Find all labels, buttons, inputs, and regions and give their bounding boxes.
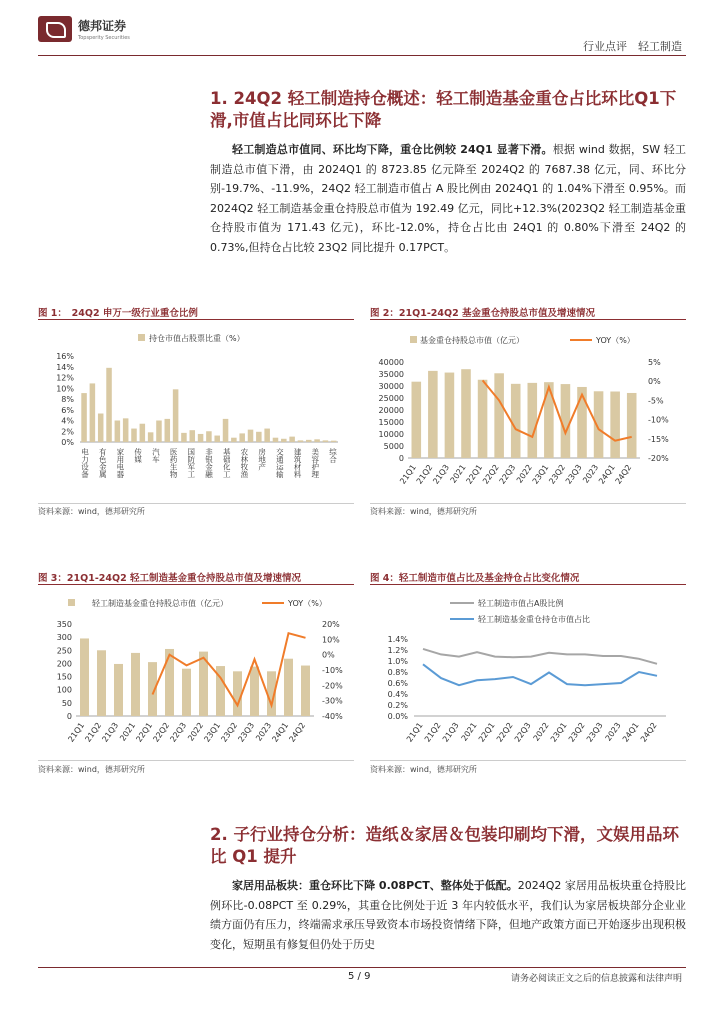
fig4-x-label: 22Q3 (512, 720, 533, 744)
fig1-bar (256, 432, 262, 442)
fig3-y2-tick: -20% (322, 681, 343, 691)
fig4-x-label: 24Q1 (620, 720, 641, 744)
fig3-source: 资料来源：wind，德邦研究所 (38, 765, 145, 774)
fig1-bar (289, 437, 295, 442)
fig1-bar (148, 432, 154, 442)
fig4-x-label: 23Q3 (584, 720, 605, 744)
fig3-y-tick: 50 (61, 698, 72, 708)
fig4-x-label: 24Q2 (638, 720, 659, 744)
fig3-y2-tick: 10% (322, 635, 340, 645)
fig1-category-label: 汽车 (151, 448, 161, 463)
fig1-bar (173, 389, 179, 442)
fig3-y2-tick: 0% (322, 650, 335, 660)
fig3-y2-tick: -30% (322, 696, 343, 706)
fig3-bar (97, 650, 106, 716)
section-1-body: 根据 wind 数据，SW 轻工制造总市值下滑，由 2024Q1 的 8723.85 亿元降至 2024Q2 的 7687.38 亿元，同、环比分别-19.7%、-11.9%，24Q2 轻工制造市值占 A 股比例由 2024Q1 的 1.04%下滑至 0.95%。而 2024Q2 轻工制造基金重仓持股总市值为 192.49 亿元，同比+12.3%(2023Q2 轻工制造基金重仓持股市值为 171.43 亿元)，环比-12.0%，持仓占比由 24Q1 的 0.80%下滑至 24Q2 的 0.73%,但持仓占比较 23Q2 同比提升 0.17PCT。 (210, 143, 686, 254)
fig1-bar (123, 418, 129, 442)
fig2-y2-tick: -20% (648, 454, 669, 463)
fig4-y-tick: 1.4% (387, 635, 408, 644)
fig2-y-tick: 30000 (378, 382, 404, 391)
fig4-y-tick: 1.0% (387, 657, 408, 666)
brand-logo (38, 16, 130, 42)
fig4-fund-share-line (423, 664, 657, 685)
fig2-bar (627, 393, 637, 458)
fig3-x-label: 24Q1 (270, 720, 291, 744)
fig1-y-tick: 12% (56, 373, 74, 383)
header-divider (38, 55, 686, 56)
section-2-paragraph (210, 876, 686, 958)
fig2-x-label: 22Q3 (497, 462, 518, 486)
fig3-bar (165, 649, 174, 716)
fig2-y2-tick: 5% (648, 358, 661, 367)
fig2-yoy-line (483, 380, 632, 440)
fig4-market-share-line (423, 649, 657, 664)
fig3-legend-bar-swatch (68, 599, 75, 606)
fig1-y-tick: 6% (61, 405, 74, 415)
fig2-y-tick: 25000 (378, 394, 404, 403)
fig1-category-label: 综合 (328, 448, 338, 463)
fig3-y-tick: 200 (56, 659, 72, 669)
fig3-bar (233, 671, 242, 716)
fig3-legend-bar-label: 轻工制造基金重仓持股总市值（亿元） (92, 599, 228, 608)
fig3-bar (114, 664, 123, 716)
footer-disclaimer: 请务必阅读正文之后的信息披露和法律声明 (510, 974, 682, 984)
fig3-y-tick: 100 (56, 685, 72, 695)
fig1-bar (90, 383, 96, 442)
fig4-y-tick: 0.6% (387, 679, 408, 688)
fig2-x-label: 22Q2 (481, 462, 501, 486)
fig1-bar (81, 393, 87, 442)
fig1-bar (165, 419, 171, 442)
fig1-chart (38, 322, 356, 502)
fig1-bar (106, 368, 112, 442)
fig4-y-tick: 0.0% (387, 712, 408, 721)
fig3-x-label: 21Q3 (100, 720, 121, 744)
section-1-title: 1. 24Q2 轻工制造持仓概述：轻工制造基金重仓占比环比Q1下滑,市值占比同环比下降 (210, 89, 677, 130)
fig3-x-label: 23Q2 (219, 720, 240, 744)
fig2-x-label: 23Q2 (547, 462, 568, 486)
fig3-y2-tick: -40% (322, 712, 343, 721)
fig3-bottom-rule (38, 760, 354, 761)
fig1-legend-label: 持仓市值占股票比重（%） (149, 334, 245, 343)
section-1-paragraph (210, 140, 686, 257)
fig4-x-label: 23Q1 (548, 720, 569, 744)
fig1-category-label: 建筑材料 (293, 448, 303, 478)
fig1-category-label: 交通运输 (275, 448, 285, 478)
fig2-y-tick: 35000 (378, 370, 404, 379)
fig4-x-label: 21Q1 (404, 720, 425, 744)
fig3-x-label: 24Q2 (287, 720, 308, 744)
fig4-x-label: 2023 (603, 720, 623, 743)
fig1-bar (298, 440, 304, 442)
fig1-bottom-rule (38, 503, 354, 504)
fig4-x-label: 23Q2 (566, 720, 587, 744)
fig1-category-label: 家用电器 (115, 448, 125, 478)
fig2-x-label: 24Q1 (597, 462, 617, 486)
fig2-title-rule (370, 319, 686, 320)
fig2-bar (528, 383, 538, 458)
fig1-category-label: 非银金融 (204, 448, 214, 478)
fig1-bar (223, 419, 229, 442)
fig2-y-tick: 10000 (378, 430, 404, 439)
fig3-title: 图 3：21Q1-24Q2 轻工制造基金重仓持股总市值及增速情况 (38, 573, 301, 584)
section-2-title: 2. 子行业持仓分析：造纸＆家居＆包装印刷均下滑，文娱用品环比 Q1 提升 (210, 825, 679, 866)
fig1-bar (98, 414, 104, 442)
fig1-bar (314, 439, 320, 442)
fig1-bar (206, 431, 212, 442)
fig4-title: 图 4：轻工制造市值占比及基金持仓占比变化情况 (370, 573, 580, 584)
section-2-body: 2024Q2 家居用品板块重仓持股比例环比-0.08PCT 至 0.29%，其重仓比例处于近 3 年内较低水平，我们认为家居板块部分企业业绩方面仍有压力，终端需求承压导致资本市场投资情绪下降，但地产政策方面已开始逐步出现积极变化，短期虽有修复但仍处于历史 (210, 879, 686, 951)
fig2-bar (478, 380, 488, 458)
fig1-bar (140, 424, 146, 442)
fig2-bar (511, 384, 521, 458)
fig1-legend-swatch (138, 334, 145, 341)
fig3-title-rule (38, 584, 354, 585)
fig4-x-label: 22Q1 (476, 720, 497, 744)
fig3-x-label: 2023 (254, 720, 274, 743)
fig4-legend-1-label: 轻工制造市值占A股比例 (478, 599, 564, 608)
fig3-legend-line-label: YOY（%） (288, 599, 327, 608)
fig1-title: 图 1： 24Q2 申万一级行业重仓比例 (38, 308, 198, 319)
fig3-y2-tick: -10% (322, 666, 343, 675)
fig2-x-label: 2022 (514, 462, 534, 485)
fig4-x-label: 2022 (531, 720, 551, 743)
fig1-bar (331, 441, 337, 442)
fig4-x-label: 22Q2 (494, 720, 515, 744)
fig2-bar (461, 369, 471, 458)
fig1-y-tick: 14% (56, 362, 74, 372)
fig2-legend-bar-swatch (410, 336, 417, 343)
section-1-lead: 轻工制造总市值同、环比均下降，重仓比例较 24Q1 显著下滑。 (232, 143, 553, 156)
fig1-y-tick: 0% (61, 438, 74, 447)
fig2-y2-tick: -5% (648, 396, 664, 406)
fig2-y2-tick: -10% (648, 415, 669, 425)
fig2-y-tick: 40000 (378, 358, 404, 367)
fig4-chart (370, 587, 688, 757)
fig3-yoy-line (153, 633, 306, 705)
fig3-x-label: 21Q1 (66, 720, 87, 744)
fig3-bar (131, 653, 140, 716)
fig2-y-tick: 15000 (378, 418, 404, 427)
fig3-bar (284, 659, 293, 716)
fig3-bar (250, 667, 259, 716)
fig3-x-label: 22Q1 (134, 720, 155, 744)
fig4-x-label: 2021 (459, 720, 479, 743)
fig1-bar (231, 438, 237, 442)
fig1-bar (248, 430, 254, 442)
fig3-x-label: 2021 (118, 720, 138, 743)
fig1-y-tick: 10% (56, 384, 74, 394)
fig3-chart (38, 587, 356, 757)
fig2-y-tick: 20000 (378, 406, 404, 415)
fig2-source: 资料来源：wind，德邦研究所 (370, 507, 477, 516)
fig2-bar (445, 373, 455, 458)
fig1-bar (273, 438, 279, 442)
fig2-x-label: 2023 (581, 462, 601, 485)
fig2-bar (428, 371, 438, 458)
fig3-bar (182, 669, 191, 716)
fig4-y-tick: 1.2% (387, 646, 408, 655)
fig1-category-label: 房地产 (257, 448, 267, 471)
fig2-chart (370, 322, 688, 502)
fig4-title-rule (370, 584, 686, 585)
fig1-category-label: 有色金属 (98, 448, 108, 478)
fig2-x-label: 21Q3 (431, 462, 452, 486)
fig1-bar (264, 429, 270, 442)
fig1-category-label: 美容护理 (310, 448, 320, 478)
fig2-y-tick: 0 (398, 454, 404, 463)
fig3-y-tick: 350 (56, 620, 72, 629)
fig1-category-label: 传媒 (133, 448, 143, 463)
fig1-bar (198, 434, 204, 442)
fig1-y-tick: 8% (61, 395, 74, 404)
fig2-bar (594, 391, 604, 458)
fig2-bar (610, 392, 620, 458)
fig1-y-tick: 4% (61, 416, 74, 426)
fig2-x-label: 2021 (448, 462, 468, 485)
fig1-category-label: 基础化工 (222, 448, 232, 478)
fig3-y-tick: 250 (56, 646, 72, 656)
fig3-bar (301, 666, 310, 716)
fig2-x-label: 22Q1 (464, 462, 485, 486)
fig4-y-tick: 0.8% (387, 668, 408, 677)
fig2-bar (577, 387, 587, 458)
fig1-bar (189, 430, 195, 442)
fig2-legend-line-label: YOY（%） (596, 336, 635, 345)
fig1-category-label: 医药生物 (169, 448, 179, 478)
fig4-legend-2-label: 轻工制造基金重仓持仓市值占比 (478, 615, 590, 624)
fig1-y-tick: 2% (61, 427, 74, 437)
fig1-bar (239, 433, 245, 442)
report-category: 行业点评 轻工制造 (583, 40, 682, 53)
fig2-y-tick: 5000 (383, 442, 404, 451)
fig1-category-label: 国防军工 (186, 448, 196, 478)
fig3-x-label: 22Q2 (151, 720, 172, 744)
fig1-title-rule (38, 319, 354, 320)
logo-icon (38, 16, 72, 42)
fig1-bar (156, 421, 162, 443)
fig2-x-label: 23Q1 (530, 462, 551, 486)
fig2-x-label: 23Q3 (563, 462, 584, 486)
fig3-x-label: 23Q3 (236, 720, 257, 744)
fig1-bar (131, 429, 137, 442)
fig2-title: 图 2：21Q1-24Q2 基金重仓持股总市值及增速情况 (370, 308, 595, 319)
fig2-legend-bar-label: 基金重仓持股总市值（亿元） (420, 336, 524, 345)
logo-subtext: Topsperity Securities (78, 35, 130, 41)
fig2-bar (494, 373, 504, 458)
page-number: 5 / 9 (348, 971, 371, 982)
fig4-y-tick: 0.4% (387, 690, 408, 699)
fig3-x-label: 2022 (186, 720, 206, 743)
fig1-source: 资料来源：wind，德邦研究所 (38, 507, 145, 516)
fig1-bar (214, 436, 220, 442)
fig1-bar (281, 439, 287, 442)
fig4-x-label: 21Q2 (422, 720, 443, 744)
fig3-x-label: 22Q3 (168, 720, 189, 744)
fig1-bar (181, 433, 187, 442)
fig3-y-tick: 0 (66, 712, 72, 721)
fig1-y-tick: 16% (56, 352, 74, 361)
fig2-x-label: 24Q2 (613, 462, 634, 486)
fig1-bar (115, 421, 121, 443)
fig3-y2-tick: 20% (322, 620, 340, 629)
fig4-bottom-rule (370, 760, 686, 761)
logo-text: 德邦证券 (78, 19, 127, 33)
fig3-x-label: 23Q1 (202, 720, 223, 744)
section-2-lead: 家居用品板块：重仓环比下降 0.08PCT、整体处于低配。 (232, 879, 518, 892)
fig2-y2-tick: 0% (648, 377, 661, 387)
fig3-bar (80, 638, 89, 716)
fig1-category-label: 电力设备 (80, 448, 90, 478)
fig4-y-tick: 0.2% (387, 701, 408, 710)
fig2-x-label: 21Q2 (414, 462, 435, 486)
fig3-y-tick: 150 (56, 672, 72, 682)
fig3-x-label: 21Q2 (83, 720, 104, 744)
fig2-bottom-rule (370, 503, 686, 504)
fig1-category-label: 农林牧渔 (239, 448, 249, 478)
fig4-x-label: 21Q3 (440, 720, 461, 744)
fig2-y2-tick: -15% (648, 434, 669, 444)
fig4-source: 资料来源：wind，德邦研究所 (370, 765, 477, 774)
fig3-y-tick: 300 (56, 633, 72, 643)
fig1-bar (323, 440, 329, 442)
footer-divider (38, 967, 686, 968)
fig2-x-label: 21Q1 (398, 462, 418, 486)
fig1-bar (306, 440, 312, 442)
fig2-bar (412, 382, 422, 458)
